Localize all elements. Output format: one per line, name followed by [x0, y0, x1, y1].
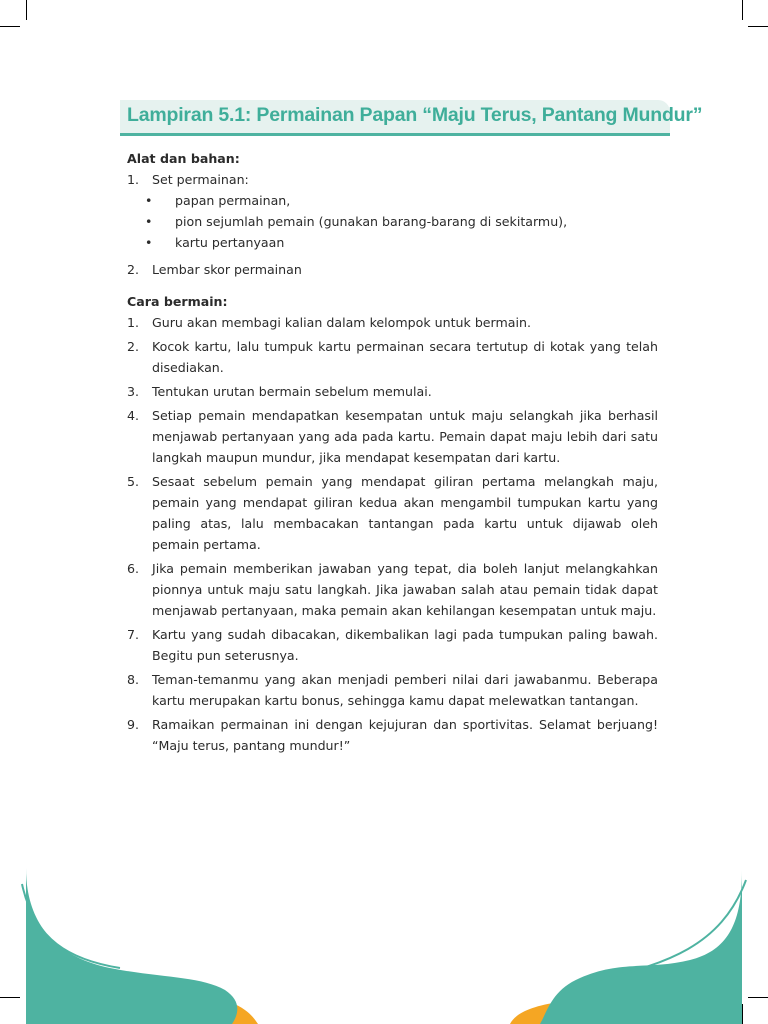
sub-list-item: • kartu pertanyaan	[127, 232, 658, 253]
list-item: 5. Sesaat sebelum pemain yang mendapat giliran pertama melangkah maju, pemain yang mendapat giliran kedua akan mengambil tumpukan kartu yang paling atas, lalu membacakan tantangan pada kartu untuk dijawab oleh pemain pertama.	[127, 474, 658, 552]
bullet-icon: •	[145, 193, 153, 208]
left-teal-wave	[26, 868, 237, 1024]
right-teal-wave	[540, 870, 742, 1024]
bullet-icon: •	[145, 214, 153, 229]
crop-mark	[0, 26, 20, 27]
list-item: 9. Ramaikan permainan ini dengan kejujuran dan sportivitas. Selamat berjuang! “Maju terus, pantang mundur!”	[127, 717, 658, 753]
crop-mark	[742, 0, 743, 20]
title-bar	[120, 100, 703, 136]
content	[127, 148, 658, 759]
crop-mark	[748, 26, 768, 27]
wave-decoration	[0, 860, 768, 1024]
crop-mark	[26, 0, 27, 20]
bullet-icon: •	[145, 235, 153, 250]
list-item: 4. Setiap pemain mendapatkan kesempatan untuk maju selangkah jika berhasil menjawab pertanyaan yang ada pada kartu. Pemain dapat maju lebih dari satu langkah maupun mundur, jika mendapat kesempatan dari kartu.	[127, 408, 658, 465]
rules-heading: Cara bermain:	[127, 294, 228, 309]
materials-heading: Alat dan bahan:	[127, 151, 240, 166]
list-item: 1. Set permainan:	[127, 172, 249, 187]
list-item: 2. Lembar skor permainan	[127, 262, 302, 277]
page-title: Lampiran 5.1: Permainan Papan “Maju Terus, Pantang Mundur”	[127, 104, 703, 126]
sub-list-item: • pion sejumlah pemain (gunakan barang-barang di sekitarmu),	[127, 211, 658, 232]
list-item: 8. Teman-temanmu yang akan menjadi pemberi nilai dari jawabanmu. Beberapa kartu merupakan kartu bonus, sehingga kamu dapat melewatkan tantangan.	[127, 672, 658, 708]
list-item: 2. Kocok kartu, lalu tumpuk kartu permainan secara tertutup di kotak yang telah disediakan.	[127, 339, 658, 375]
list-item: 3. Tentukan urutan bermain sebelum memulai.	[127, 384, 432, 399]
sub-list-item: • papan permainan,	[127, 190, 658, 211]
list-item: 6. Jika pemain memberikan jawaban yang tepat, dia boleh lanjut melangkahkan pionnya untuk maju satu langkah. Jika jawaban salah atau pemain tidak dapat menjawab pertanyaan, maka pemain akan kehilangan kesempatan untuk maju.	[127, 561, 658, 618]
list-item: 1. Guru akan membagi kalian dalam kelompok untuk bermain.	[127, 315, 531, 330]
list-item: 7. Kartu yang sudah dibacakan, dikembalikan lagi pada tumpukan paling bawah. Begitu pun seterusnya.	[127, 627, 658, 663]
